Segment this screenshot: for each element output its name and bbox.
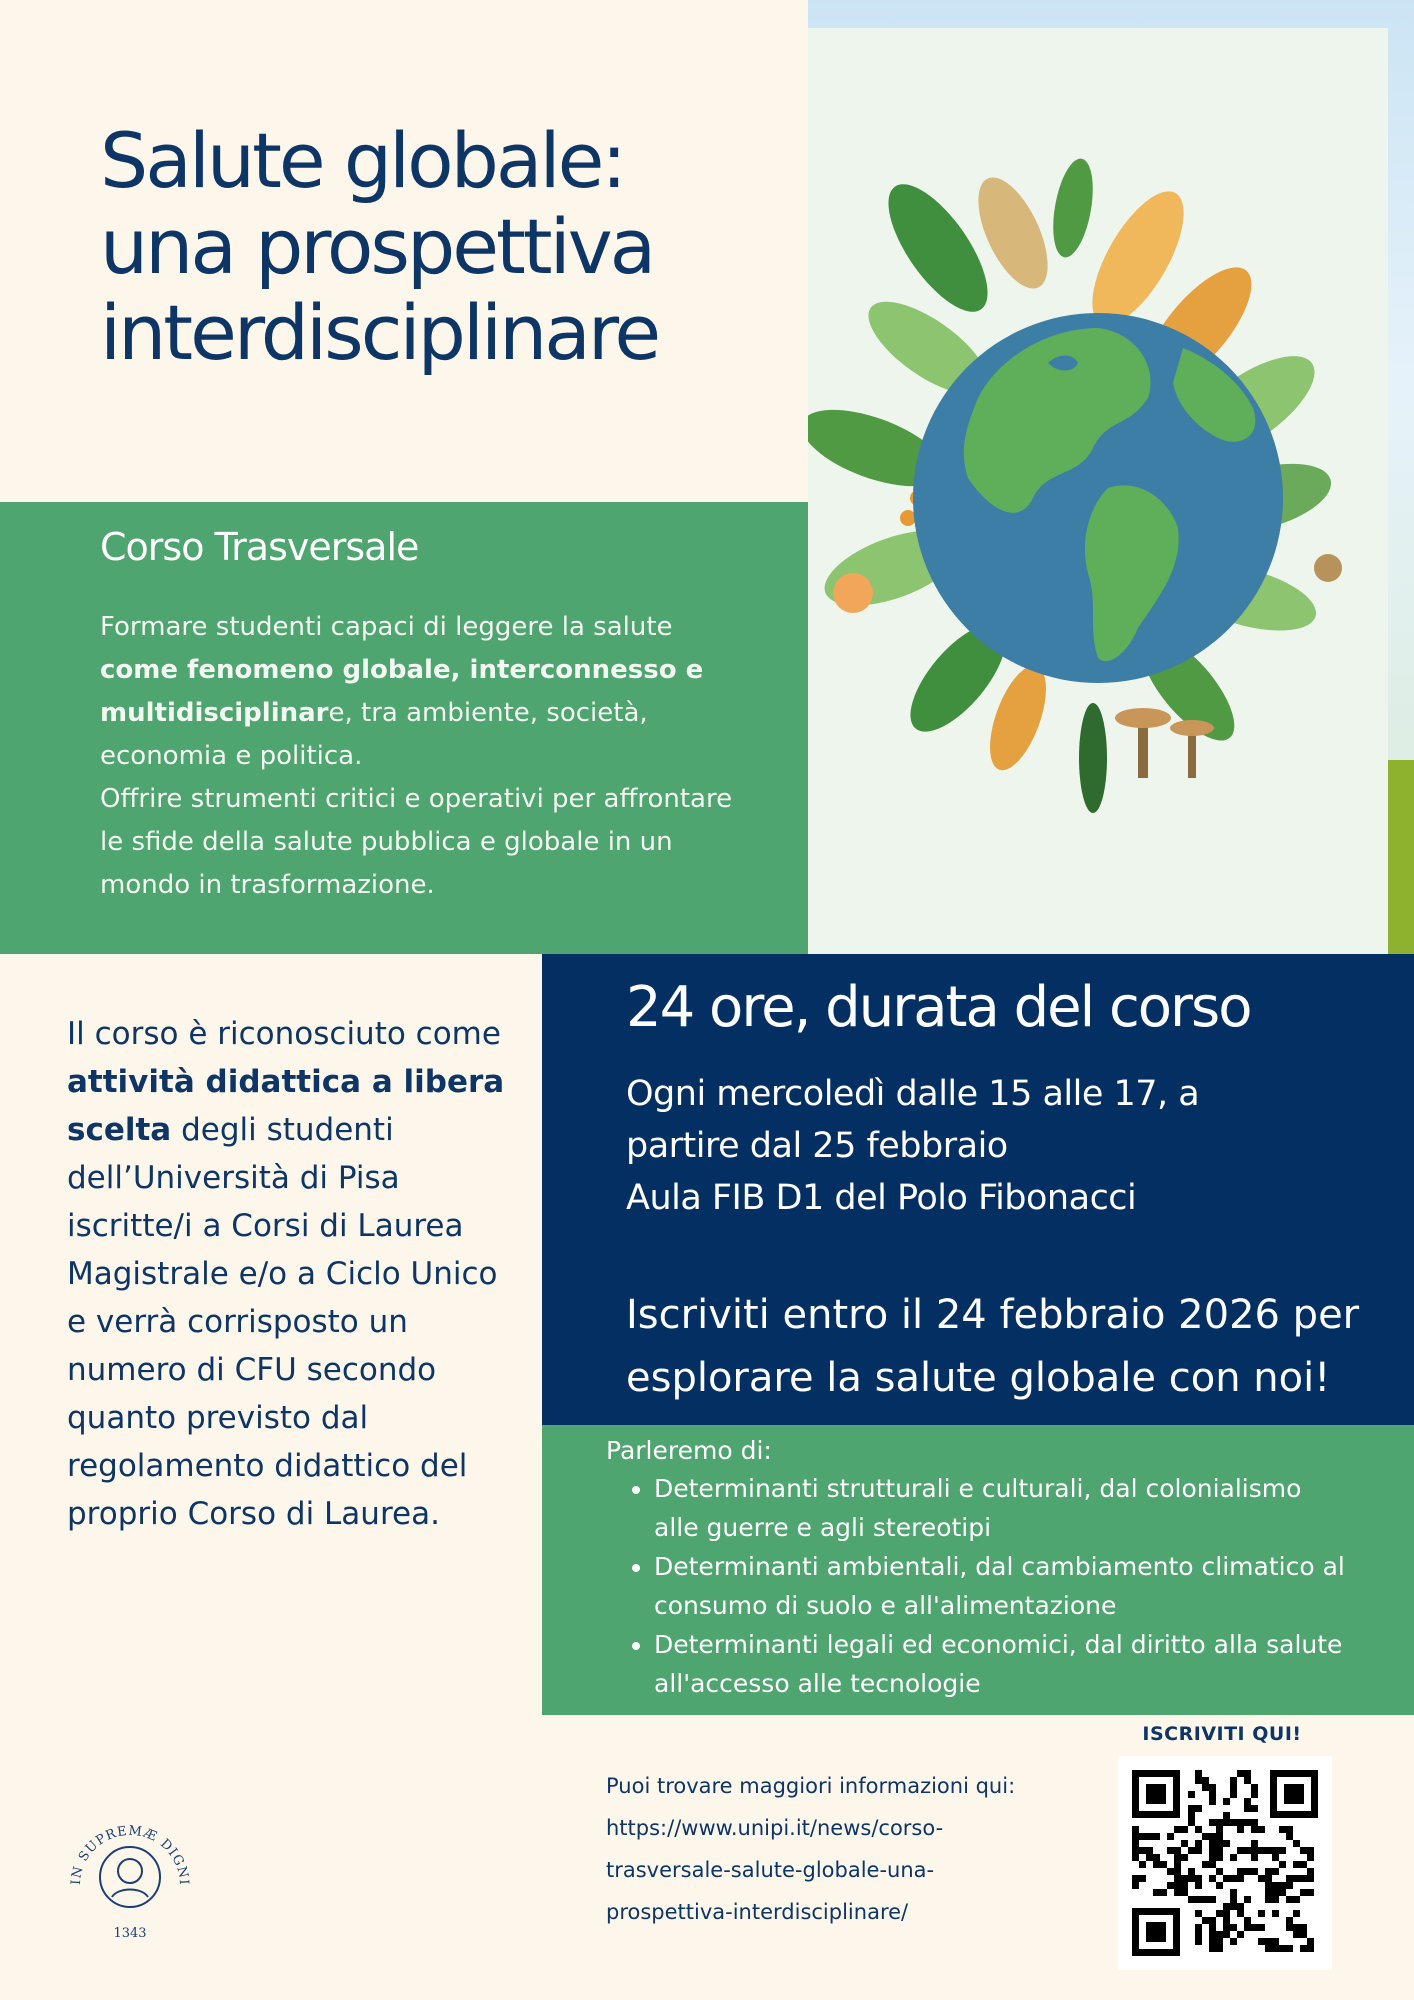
recognition-bold: attività didattica a libera scelta xyxy=(67,1064,505,1148)
more-info-block xyxy=(606,1765,1066,1933)
seal-year: 1343 xyxy=(113,1926,147,1941)
university-seal-icon xyxy=(60,1805,200,1945)
topics-title: Parleremo di: xyxy=(606,1436,772,1465)
more-info-link-line-3[interactable]: prospettiva-interdisciplinare/ xyxy=(606,1900,909,1924)
seal-graphic xyxy=(60,1805,200,1945)
goals-text-bold: come fenomeno globale, interconnesso e multidisciplinar xyxy=(100,655,704,728)
title-line-3: interdisciplinare xyxy=(100,288,659,377)
schedule-line-3: Aula FIB D1 del Polo Fibonacci xyxy=(626,1178,1137,1218)
svg-text:IN SUPREMÆ DIGNITATIS xyxy=(60,1805,191,1886)
schedule-line-2: partire dal 25 febbraio xyxy=(626,1126,1008,1166)
goals-text-b: e, tra ambiente, società, economia e politica. xyxy=(100,698,648,771)
qr-code-graphic xyxy=(1118,1756,1332,1970)
course-type-label: Corso Trasversale xyxy=(100,525,419,569)
course-schedule xyxy=(626,1068,1199,1224)
list-item: • Determinanti ambientali, dal cambiamento climatico al consumo di suolo e all'alimentazione xyxy=(654,1547,1346,1625)
more-info-label: Puoi trovare maggiori informazioni qui: xyxy=(606,1774,1016,1798)
more-info-link-line-1[interactable]: https://www.unipi.it/news/corso- xyxy=(606,1816,944,1840)
earth-with-leaves-icon xyxy=(808,28,1388,954)
course-goals-text xyxy=(100,606,740,907)
schedule-line-1: Ogni mercoledì dalle 15 alle 17, a xyxy=(626,1074,1200,1114)
title-line-1: Salute globale: xyxy=(100,116,624,205)
seal-text: IN SUPREMÆ DIGNI xyxy=(68,1823,192,1886)
goals-text-c: Offrire strumenti critici e operativi per affrontare le sfide della salute pubblica e globale in un mondo in trasformazione. xyxy=(100,784,733,900)
grass-strip xyxy=(1385,760,1414,954)
qr-code-icon[interactable] xyxy=(1118,1756,1332,1970)
title-line-2: una prospettiva xyxy=(100,202,654,291)
topics-list xyxy=(606,1469,1346,1703)
more-info-link-line-2[interactable]: trasversale-salute-globale-una- xyxy=(606,1858,935,1882)
recognition-part-2: degli studenti dell’Università di Pisa iscritte/i a Corsi di Laurea Magistrale e/o a Ciclo Unico e verrà corrisposto un numero di CFU secondo quanto previsto dal regolamento didattico del proprio Corso di Laurea. xyxy=(67,1112,498,1532)
recognition-text xyxy=(67,1010,507,1538)
list-item: • Determinanti strutturali e culturali, dal colonialismo alle guerre e agli stereotipi xyxy=(654,1469,1346,1547)
course-duration: 24 ore, durata del corso xyxy=(626,975,1251,1040)
list-item: • Determinanti legali ed economici, dal diritto alla salute all'accesso alle tecnologie xyxy=(654,1625,1346,1703)
signup-label: ISCRIVITI QUI! xyxy=(1142,1723,1302,1745)
illustration-panel xyxy=(808,28,1388,954)
recognition-part-1: Il corso è riconosciuto come xyxy=(67,1016,501,1052)
goals-text-a: Formare studenti capaci di leggere la salute xyxy=(100,612,673,642)
signup-call-to-action: Iscriviti entro il 24 febbraio 2026 per esplorare la salute globale con noi! xyxy=(626,1292,1360,1401)
page-title xyxy=(100,118,780,376)
